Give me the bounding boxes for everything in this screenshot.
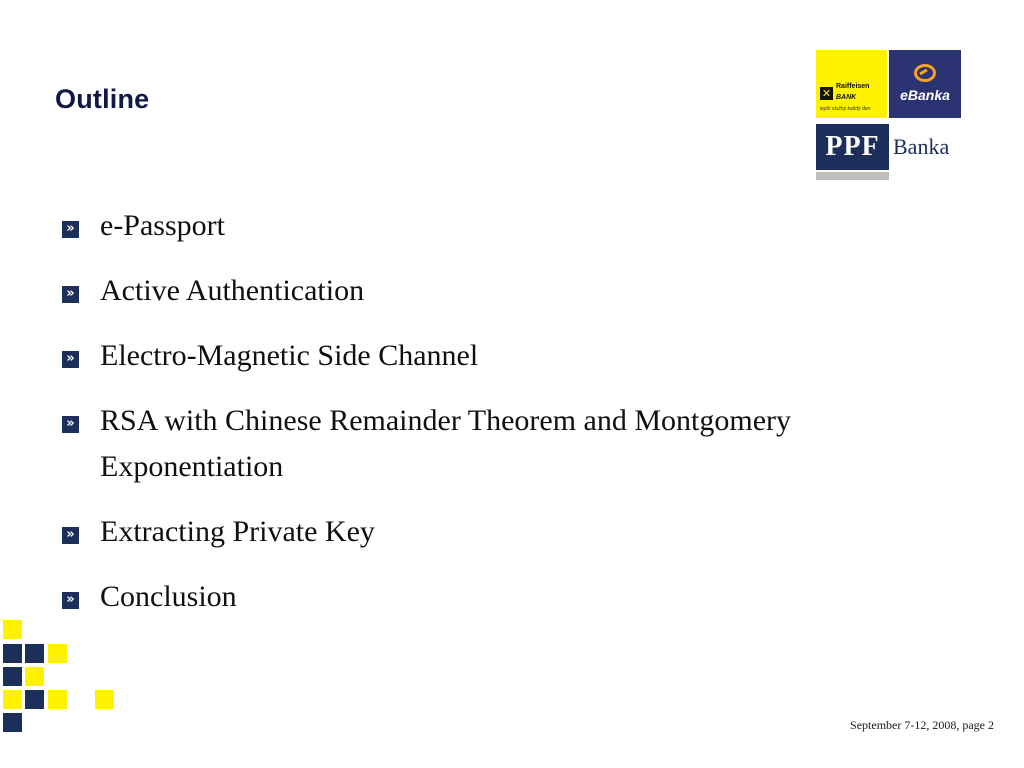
outline-item [60,268,940,314]
bullet-arrow-icon: » [62,527,79,544]
decor-square [3,620,22,639]
ppf-banka-logo [816,122,961,182]
bullet-arrow-icon: » [62,416,79,433]
outline-item-text: Conclusion [100,580,237,613]
decor-square [48,690,67,709]
raiffeisen-logo-name: Raiffeisen [836,83,870,90]
outline-list [60,203,940,639]
decor-square [3,690,22,709]
ebanka-symbol-icon [914,64,936,82]
ebanka-logo-name: eBanka [900,87,950,103]
outline-item-text: Electro-Magnetic Side Channel [100,339,479,372]
raiffeisen-bank-logo [816,50,887,118]
slide-footer: September 7-12, 2008, page 2 [850,718,994,732]
outline-item [60,203,940,249]
bullet-arrow-icon: » [62,592,79,609]
decor-square [25,690,44,709]
outline-item-text: e-Passport [100,209,225,242]
decor-square [95,690,114,709]
raiffeisen-logo-bank: BANK [836,94,857,101]
ebanka-logo [889,50,961,118]
raiffeisen-logo-slogan: lepší služby každý den [820,106,871,112]
outline-item-text: Active Authentication [100,274,365,307]
outline-item [60,333,940,379]
decor-square [3,713,22,732]
decor-square [48,644,67,663]
raiffeisen-emblem-icon: ✕ [821,87,832,100]
bank-logos [816,50,961,182]
ppf-logo-mark: PPF [816,124,889,170]
ppf-logo-name: Banka [893,134,950,159]
bullet-arrow-icon: » [62,351,79,368]
outline-item-text: Extracting Private Key [100,515,375,548]
outline-item [60,574,940,620]
decor-square [3,644,22,663]
decor-square [3,667,22,686]
decor-square [25,667,44,686]
bullet-arrow-icon: » [62,221,79,238]
bullet-arrow-icon: » [62,286,79,303]
ppf-logo-underline [816,172,889,180]
slide-title: Outline [55,84,150,114]
outline-item [60,398,940,490]
outline-item-text: RSA with Chinese Remainder Theorem and Montgomery Exponentiation [100,404,792,483]
decor-square [25,644,44,663]
outline-item [60,509,940,555]
